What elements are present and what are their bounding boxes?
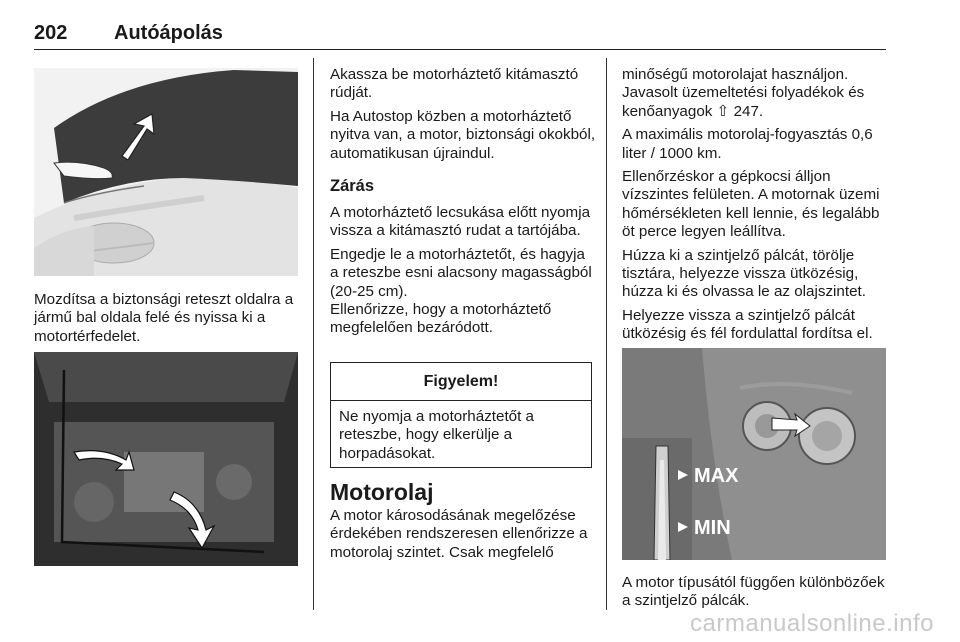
notice-body: Ne nyomja a motorháztetőt a reteszbe, hogy elkerülje a horpadásokat. xyxy=(339,408,535,462)
dipstick-illustration xyxy=(622,348,886,560)
warning-notice-box xyxy=(330,362,592,468)
oil-quality-note xyxy=(622,66,894,121)
engine-oil-intro: A motor károsodásának megelőzése érdekében rendszeresen ellenőrizze a motorolaj szintet. Csak megfelelő xyxy=(330,507,588,561)
closing-heading: Zárás xyxy=(330,177,375,195)
page-header xyxy=(34,20,886,50)
bonnet-release-caption: Mozdítsa a biztonsági reteszt oldalra a jármű bal oldala felé és nyissa ki a motortérfedelet. xyxy=(34,291,294,345)
dipstick-min-label: MIN xyxy=(694,517,731,539)
dipstick-caption: A motor típusától függően különbözőek a szintjelző pálcák. xyxy=(622,574,885,610)
column-divider-2 xyxy=(606,58,607,610)
check-conditions-note: Ellenőrzéskor a gépkocsi álljon vízszintes felületen. A motornak üzemi hőmérsékleten kell lennie, és legalább öt perce legyen leállítva. xyxy=(622,168,880,241)
page-title: Autóápolás xyxy=(114,22,223,44)
engine-bay-drawing xyxy=(34,352,298,566)
dipstick-procedure: Húzza ki a szintjelző pálcát, törölje tisztára, helyezze vissza ütközésig, húzza ki és olvassa le az olajszintet. xyxy=(622,246,866,301)
dipstick-max-label: MAX xyxy=(694,465,739,487)
column-divider-1 xyxy=(313,58,314,610)
closing-step-1: A motorháztető lecsukása előtt nyomja vissza a kitámasztó rudat a tartójába. xyxy=(330,204,591,240)
closing-step-2: Engedje le a motorháztetőt, és hagyja a reteszbe esni alacsony magasságból (20-25 cm). xyxy=(330,245,592,300)
page-number: 202 xyxy=(34,22,68,44)
watermark-text: carmanualsonline.info xyxy=(690,610,934,637)
right-text-block xyxy=(622,66,894,349)
engine-bay-illustration xyxy=(34,352,298,566)
oil-consumption-note: A maximális motorolaj-fogyasztás 0,6 liter / 1000 km. xyxy=(622,126,873,162)
dipstick-reinsert-note: Helyezze vissza a szintjelző pálcát ütközésig és fél fordulattal fordítsa el. xyxy=(622,306,873,343)
middle-text-block-2 xyxy=(330,204,596,343)
page-ref-arrow-icon: ⇧ xyxy=(716,102,730,120)
bonnet-release-illustration xyxy=(34,68,298,276)
middle-text-block-1 xyxy=(330,66,596,168)
dipstick-drawing xyxy=(622,348,886,560)
car-bonnet-drawing xyxy=(34,68,298,276)
notice-title: Figyelem! xyxy=(331,363,591,401)
page-ref-number: 247. xyxy=(733,102,764,120)
engine-oil-heading: Motorolaj xyxy=(330,479,434,505)
oil-quality-text: minőségű motorolajat használjon. Javasolt üzemeltetési folyadékok és kenőanyagok xyxy=(622,66,865,120)
closing-step-3: Ellenőrizze, hogy a motorháztető megfelelően bezáródott. xyxy=(330,301,552,337)
autostop-note: Ha Autostop közben a motorháztető nyitva van, a motor, biztonsági okokból, automatikusan újraindul. xyxy=(330,107,596,162)
prop-rod-instruction: Akassza be motorháztető kitámasztó rúdját. xyxy=(330,66,579,102)
